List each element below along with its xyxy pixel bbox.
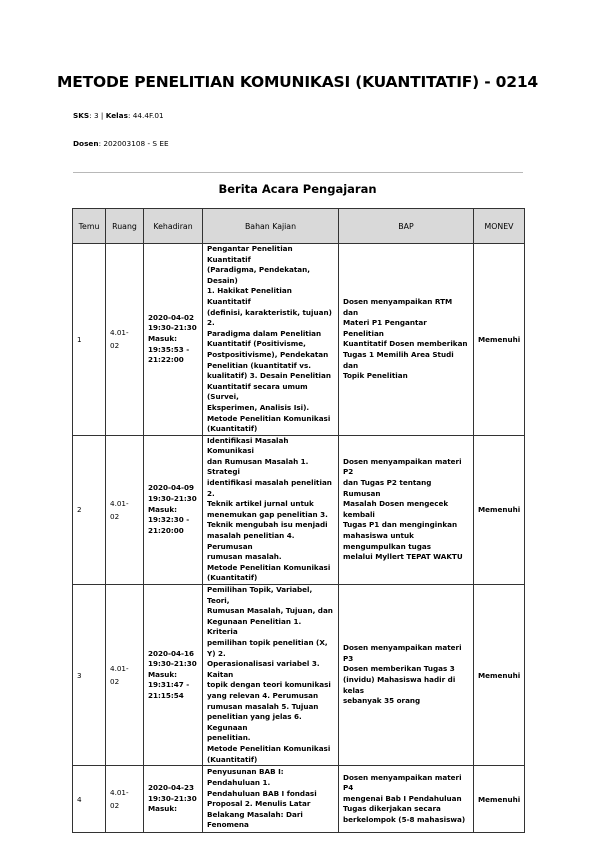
- course-meta: [73, 111, 164, 120]
- col-header-bahan-kajian: Bahan Kajian: [203, 209, 339, 244]
- cell-temu: 3: [73, 585, 106, 766]
- cell-bahan-kajian: Identifikasi Masalah Komunikasi dan Rumusan Masalah 1. Strategi identifikasi masalah penelitian 2. Teknik artikel jurnal untuk menemukan gap penelitian 3. Teknik mengubah isu menjadi masalah penelitian 4. Perumusan rumusan masalah. Metode Penelitian Komunikasi (Kuantitatif): [203, 435, 339, 584]
- col-header-temu: Temu: [73, 209, 106, 244]
- cell-kehadiran: 2020-04-16 19:30-21:30 Masuk: 19:31:47 - 21:15:54: [144, 585, 203, 766]
- section-title: Berita Acara Pengajaran: [218, 182, 377, 196]
- cell-temu: 1: [73, 244, 106, 436]
- table-row: [73, 244, 525, 436]
- cell-monev: Memenuhi: [474, 244, 525, 436]
- cell-bap: Dosen menyampaikan RTM dan Materi P1 Pengantar Penelitian Kuantitatif Dosen memberikan Tugas 1 Memilih Area Studi dan Topik Penelitian: [339, 244, 474, 436]
- cell-kehadiran: 2020-04-02 19:30-21:30 Masuk: 19:35:53 - 21:22:00: [144, 244, 203, 436]
- cell-monev: Memenuhi: [474, 766, 525, 833]
- bap-table: [72, 208, 525, 833]
- kelas-label: Kelas: [105, 111, 128, 120]
- cell-kehadiran: 2020-04-23 19:30-21:30 Masuk:: [144, 766, 203, 833]
- cell-bahan-kajian: Pengantar Penelitian Kuantitatif (Paradigma, Pendekatan, Desain) 1. Hakikat Penelitian Kuantitatif (definisi, karakteristik, tujuan) 2. Paradigma dalam Penelitian Kuantitatif (Positivisme, Postpositivisme), Pendekatan Penelitian (kuantitatif vs. kualitatif) 3. Desain Penelitian Kuantitatif secara umum (Survei, Eksperimen, Analisis Isi). Metode Penelitian Komunikasi (Kuantitatif): [203, 244, 339, 436]
- cell-monev: Memenuhi: [474, 585, 525, 766]
- cell-ruang: 4.01- 02: [106, 766, 144, 833]
- cell-temu: 4: [73, 766, 106, 833]
- sks-value: : 3 |: [89, 111, 106, 120]
- table-row: [73, 435, 525, 584]
- lecturer-meta: [73, 139, 169, 148]
- cell-temu: 2: [73, 435, 106, 584]
- cell-bap: Dosen menyampaikan materi P4 mengenai Bab I Pendahuluan Tugas dikerjakan secara berkelompok (5-8 mahasiswa): [339, 766, 474, 833]
- cell-bahan-kajian: Penyusunan BAB I: Pendahuluan 1. Pendahuluan BAB I fondasi Proposal 2. Menulis Latar Belakang Masalah: Dari Fenomena: [203, 766, 339, 833]
- table-header-row: [73, 209, 525, 244]
- cell-monev: Memenuhi: [474, 435, 525, 584]
- cell-bap: Dosen menyampaikan materi P2 dan Tugas P2 tentang Rumusan Masalah Dosen mengecek kembali Tugas P1 dan menginginkan mahasiswa untuk mengumpulkan tugas melalui Myllert TEPAT WAKTU: [339, 435, 474, 584]
- dosen-label: Dosen: [73, 139, 99, 148]
- sks-label: SKS: [73, 111, 90, 120]
- col-header-ruang: Ruang: [106, 209, 144, 244]
- cell-ruang: 4.01- 02: [106, 435, 144, 584]
- cell-ruang: 4.01- 02: [106, 244, 144, 436]
- col-header-kehadiran: Kehadiran: [144, 209, 203, 244]
- cell-bahan-kajian: Pemilihan Topik, Variabel, Teori, Rumusan Masalah, Tujuan, dan Kegunaan Penelitian 1. Kriteria pemilihan topik penelitian (X, Y) 2. Operasionalisasi variabel 3. Kaitan topik dengan teori komunikasi yang relevan 4. Perumusan rumusan masalah 5. Tujuan penelitian yang jelas 6. Kegunaan penelitian. Metode Penelitian Komunikasi (Kuantitatif): [203, 585, 339, 766]
- table-row: [73, 585, 525, 766]
- table-row: [73, 766, 525, 833]
- col-header-monev: MONEV: [474, 209, 525, 244]
- dosen-value: : 202003108 - S EE: [98, 139, 169, 148]
- divider: [73, 172, 523, 173]
- cell-kehadiran: 2020-04-09 19:30-21:30 Masuk: 19:32:30 - 21:20:00: [144, 435, 203, 584]
- cell-ruang: 4.01- 02: [106, 585, 144, 766]
- course-title: METODE PENELITIAN KOMUNIKASI (KUANTITATIF) - 0214: [56, 73, 539, 91]
- cell-bap: Dosen menyampaikan materi P3 Dosen memberikan Tugas 3 (invidu) Mahasiswa hadir di kelas sebanyak 35 orang: [339, 585, 474, 766]
- kelas-value: : 44.4F.01: [127, 111, 164, 120]
- col-header-bap: BAP: [339, 209, 474, 244]
